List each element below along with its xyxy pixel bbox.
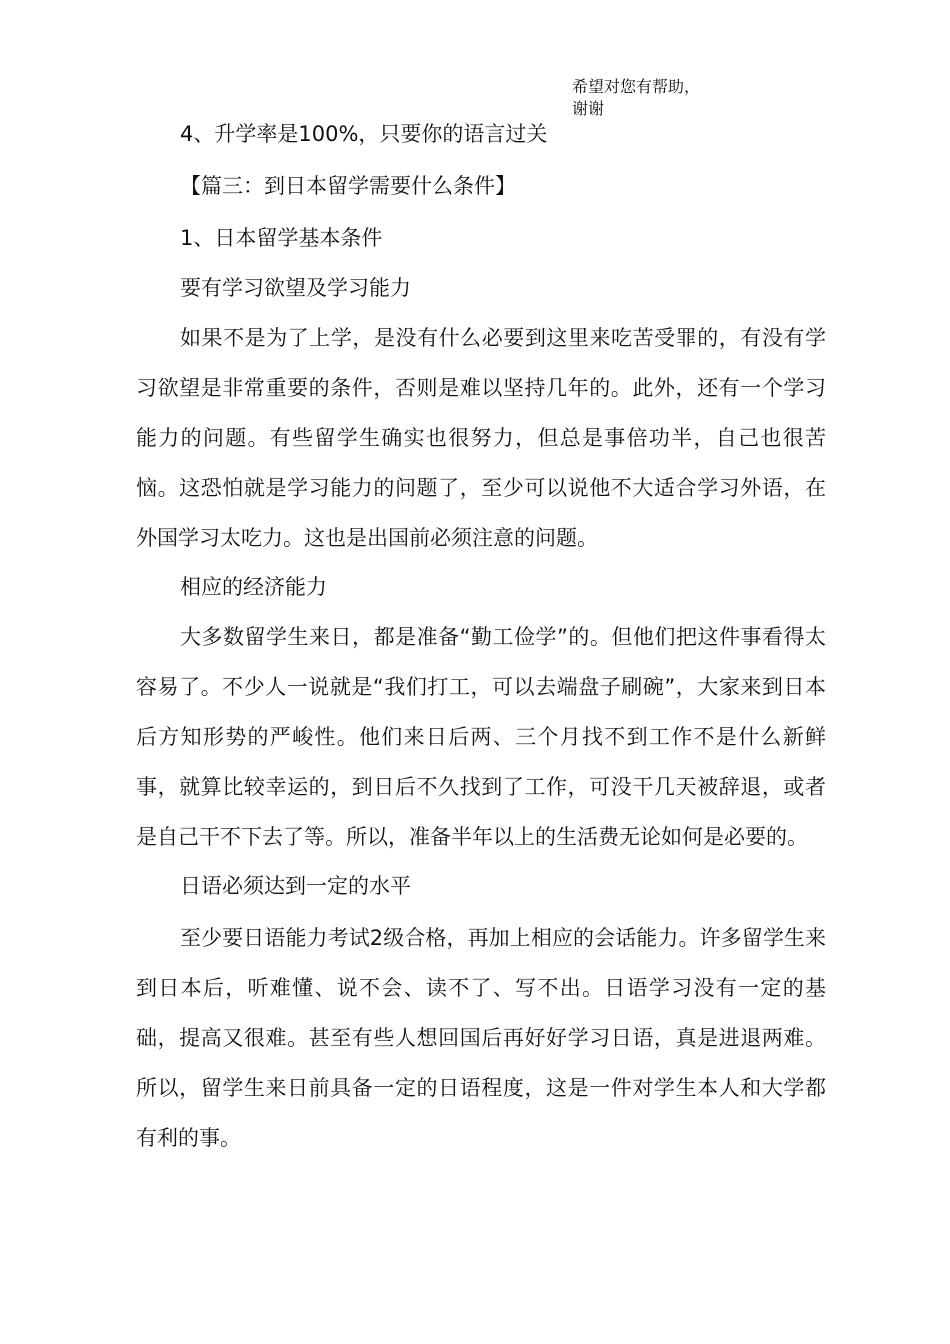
- item-4-line: 4、升学率是100%，只要你的语言过关: [180, 122, 548, 146]
- heading-japanese-level: 日语必须达到一定的水平: [180, 874, 411, 898]
- paragraph-study-ability: 如果不是为了上学，是没有什么必要到这里来吃苦受罪的，有没有学习欲望是非常重要的条件，否则是难以坚持几年的。此外，还有一个学习能力的问题。有些留学生确实也很努力，但总是事倍功半，自己也很苦恼。这恐怕就是学习能力的问题了，至少可以说他不大适合学习外语，在外国学习太吃力。这也是出国前必须注意的问题。: [136, 326, 826, 550]
- heading-economic-ability: 相应的经济能力: [180, 575, 327, 599]
- heading-study-ability: 要有学习欲望及学习能力: [180, 276, 411, 300]
- help-note-line-2: 谢谢: [572, 99, 605, 118]
- help-note: [572, 76, 772, 120]
- paragraph-japanese-level: 至少要日语能力考试2级合格，再加上相应的会话能力。许多留学生来到日本后，听难懂、说不会、读不了、写不出。日语学习没有一定的基础，提高又很难。甚至有些人想回国后再好好学习日语，真是进退两难。所以，留学生来日前具备一定的日语程度，这是一件对学生本人和大学都有利的事。: [136, 926, 826, 1150]
- paragraph-economic-ability: 大多数留学生来日，都是准备“勤工俭学”的。但他们把这件事看得太容易了。不少人一说就是“我们打工，可以去端盘子刷碗”，大家来到日本后方知形势的严峻性。他们来日后两、三个月找不到工作不是什么新鲜事，就算比较幸运的，到日后不久找到了工作，可没干几天被辞退，或者是自己干不下去了等。所以，准备半年以上的生活费无论如何是必要的。: [136, 625, 826, 849]
- section-title: 【篇三：到日本留学需要什么条件】: [180, 174, 516, 198]
- item-1-heading: 1、日本留学基本条件: [180, 226, 383, 250]
- help-note-line-1: 希望对您有帮助，: [572, 77, 701, 96]
